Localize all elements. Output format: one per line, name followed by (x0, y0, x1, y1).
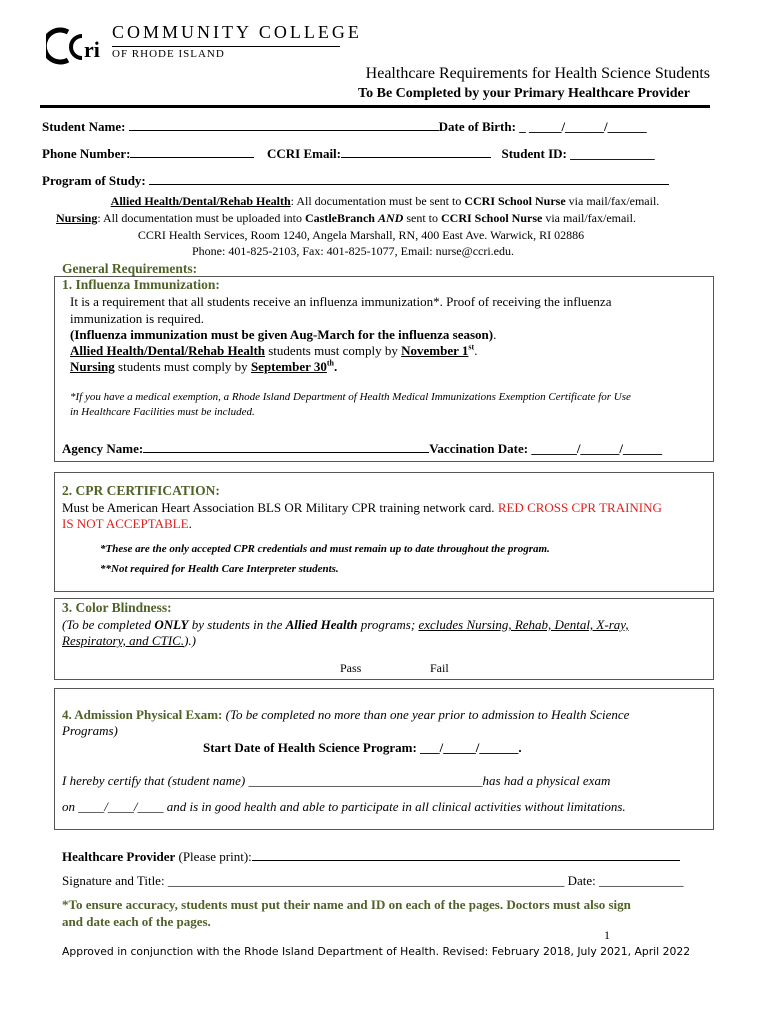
student-id-label: Student ID: (501, 146, 567, 161)
page-title: Healthcare Requirements for Health Science Students (365, 65, 710, 82)
influenza-line1: It is a requirement that all students receive an influenza immunization*. Proof of receiving the influenza (70, 294, 612, 309)
ccri-email-field[interactable] (341, 145, 491, 158)
vaccination-date-field[interactable]: _______/______/______ (531, 441, 663, 456)
influenza-allied-deadline: Allied Health/Dental/Rehab Health students must comply by November 1st. (70, 342, 478, 358)
phone-label: Phone Number: (42, 146, 131, 161)
certify-row: I hereby certify that (student name) ____________________________________has had a physical exam (62, 773, 611, 788)
cpr-heading: 2. CPR CERTIFICATION: (62, 483, 220, 498)
exam-date-field[interactable]: ____/____/____ (78, 799, 164, 814)
red-cross-warning: RED CROSS CPR TRAINING (497, 500, 662, 515)
header-rule (40, 105, 710, 108)
date-label: Date: (564, 873, 599, 888)
dob-label: Date of Birth: (438, 119, 516, 134)
college-name-line2: OF RHODE ISLAND (112, 48, 225, 60)
nursing-instructions: Nursing: All documentation must be uploaded into CastleBranch AND sent to CCRI School Nurse via mail/fax/email. (56, 211, 636, 225)
page-number: 1 (604, 928, 610, 942)
student-name-row (42, 118, 647, 135)
phone-row (42, 145, 655, 162)
cpr-note-1: *These are the only accepted CPR credentials and must remain up to date throughout the program. (100, 543, 550, 555)
health-services-phone: Phone: 401-825-2103, Fax: 401-825-1077, Email: nurse@ccri.edu. (192, 244, 514, 258)
provider-row: Healthcare Provider (Please print): (62, 848, 680, 865)
signature-row (62, 873, 683, 889)
influenza-heading: 1. Influenza Immunization: (62, 277, 220, 292)
cpr-note-2: **Not required for Health Care Interpreter students. (100, 563, 339, 575)
date-field[interactable]: _____________ (598, 873, 684, 888)
accuracy-note-2: and date each of the pages. (62, 914, 211, 929)
signature-field[interactable]: _____________________________________________________________ (167, 873, 565, 888)
program-row (42, 172, 669, 189)
vaccination-date-label: Vaccination Date: (429, 441, 529, 456)
physical-exam-heading-cont: Programs) (62, 723, 118, 738)
agency-name-field[interactable] (143, 440, 429, 453)
page-subtitle: To Be Completed by your Primary Healthcare Provider (358, 86, 690, 101)
svg-text:ri: ri (84, 37, 100, 62)
start-date-field[interactable]: ___/_____/______. (420, 740, 522, 755)
approval-footer: Approved in conjunction with the Rhode Island Department of Health. Revised: February 2018, July 2021, April 2022 (62, 945, 691, 958)
allied-instructions: Allied Health/Dental/Rehab Health: All documentation must be sent to CCRI School Nurse via mail/fax/email. (110, 194, 660, 208)
phone-field[interactable] (130, 145, 254, 158)
influenza-nursing-deadline: Nursing students must comply by September 30th. (70, 358, 338, 374)
certify-student-name-field[interactable]: ____________________________________ (248, 773, 483, 788)
start-date-row (203, 740, 522, 756)
influenza-season: (Influenza immunization must be given Aug-March for the influenza season). (70, 327, 497, 342)
start-date-label: Start Date of Health Science Program: (203, 740, 417, 755)
program-label: Program of Study: (42, 173, 146, 188)
nursing-label: Nursing (56, 211, 98, 225)
exemption-note-1: *If you have a medical exemption, a Rhode Island Department of Health Medical Immunizations Exemption Certificate for Use (70, 391, 631, 403)
pass-option[interactable]: Pass (340, 661, 362, 675)
agency-name-label: Agency Name: (62, 441, 144, 456)
dob-field[interactable]: _ _____/______/______ (519, 119, 647, 134)
general-requirements-heading: General Requirements: (62, 261, 198, 276)
exam-date-row: on ____/____/____ and is in good health and able to participate in all clinical activities without limitations. (62, 799, 626, 814)
logo (46, 22, 362, 70)
student-name-label: Student Name: (42, 119, 126, 134)
student-id-field[interactable]: _____________ (570, 146, 655, 161)
influenza-line2: immunization is required. (70, 311, 204, 326)
cpr-requirement: Must be American Heart Association BLS OR Military CPR training network card. RED CROSS CPR TRAINING (62, 500, 662, 515)
program-field[interactable] (149, 172, 669, 185)
color-blindness-instructions: (To be completed ONLY by students in the Allied Health programs; excludes Nursing, Rehab, Dental, X-ray, (62, 617, 629, 632)
provider-label: Healthcare Provider (62, 849, 176, 864)
ccri-logo-mark (46, 26, 108, 66)
cpr-requirement-cont: IS NOT ACCEPTABLE. (62, 516, 192, 531)
college-name-line1: COMMUNITY COLLEGE (112, 22, 362, 42)
agency-row (62, 440, 662, 457)
color-blindness-instructions-cont: Respiratory, and CTIC.).) (62, 633, 196, 648)
provider-name-field[interactable] (252, 848, 680, 861)
student-name-field[interactable] (129, 118, 439, 131)
accuracy-note-1: *To ensure accuracy, students must put their name and ID on each of the pages. Doctors must also sign (62, 897, 631, 912)
ccri-email-label: CCRI Email: (266, 146, 341, 161)
physical-exam-heading: 4. Admission Physical Exam: (To be completed no more than one year prior to admission to Health Science (62, 707, 630, 722)
fail-option[interactable]: Fail (430, 661, 449, 675)
exemption-note-2: in Healthcare Facilities must be included. (70, 406, 255, 418)
allied-label: Allied Health/Dental/Rehab Health (110, 194, 291, 208)
health-services-address: CCRI Health Services, Room 1240, Angela Marshall, RN, 400 East Ave. Warwick, RI 02886 (137, 228, 585, 242)
color-blindness-heading: 3. Color Blindness: (62, 600, 172, 615)
signature-label: Signature and Title: (62, 873, 168, 888)
